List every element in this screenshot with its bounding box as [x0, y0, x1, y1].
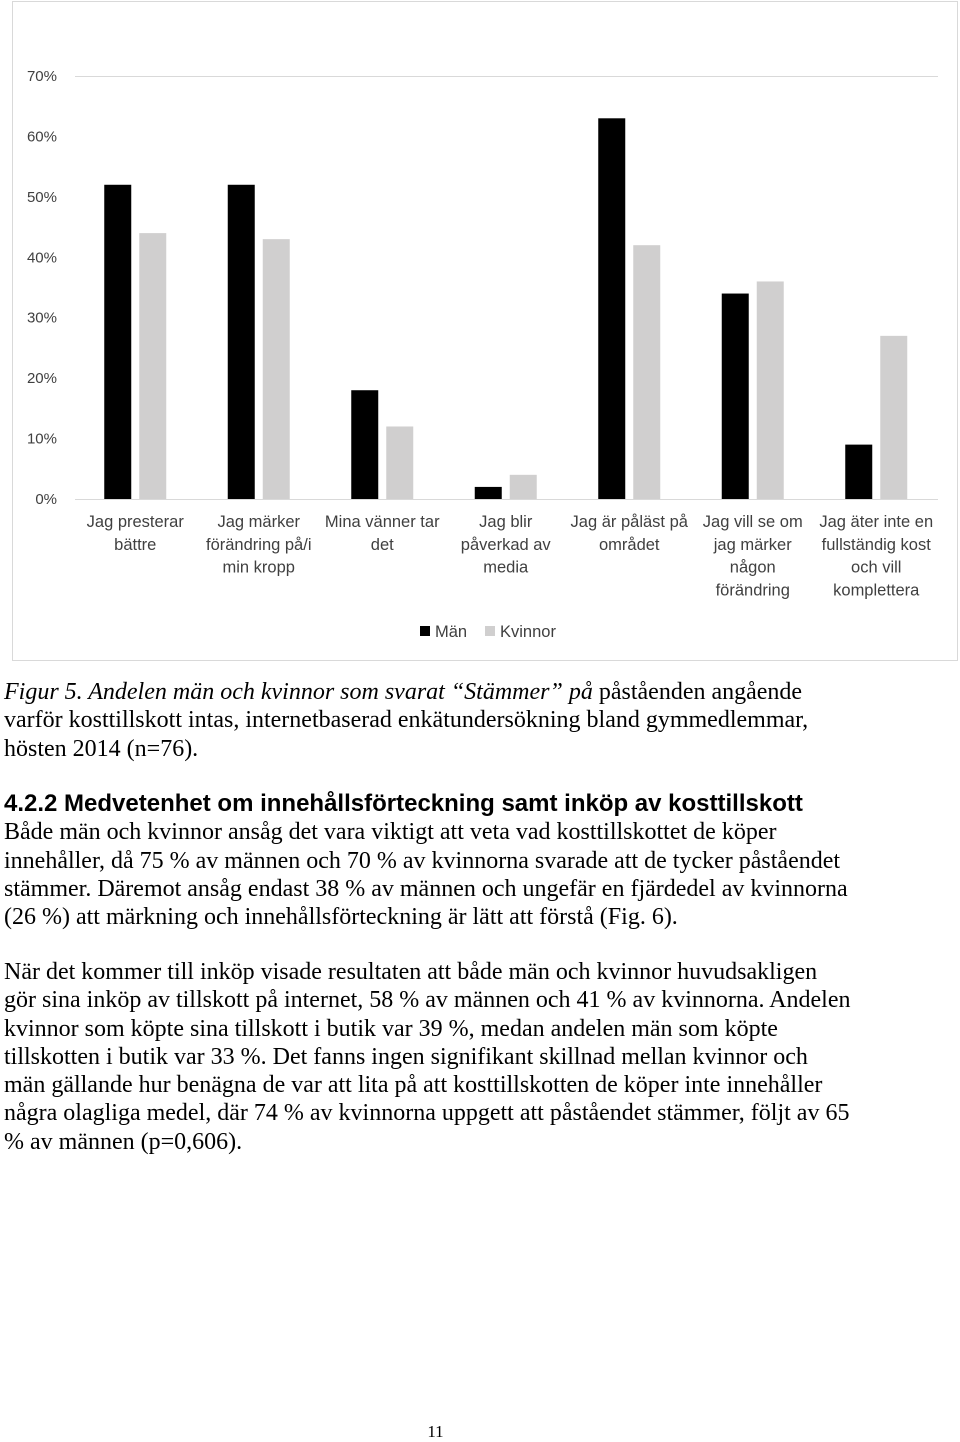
category-label-2-line-1: Jag märker	[217, 513, 301, 531]
category-label-6-line-2: jag märker	[713, 535, 792, 554]
bar-men-7	[845, 445, 872, 499]
y-axis-tick-label: 50%	[26, 188, 57, 206]
paragraph-line: tillskotten i butik var 33 %. Det fanns ingen signifikant skillnad mellan kvinnor och	[4, 1043, 808, 1070]
bar-men-3	[351, 390, 378, 499]
bar-chart	[0, 0, 960, 664]
category-label-4-line-2: påverkad av	[460, 535, 551, 554]
bar-men-4	[475, 487, 502, 499]
caption-line-3: hösten 2014 (n=76).	[4, 735, 199, 762]
category-label-2-line-3: min kropp	[222, 558, 295, 577]
bar-women-7	[880, 336, 907, 499]
category-label-7-line-3: och vill	[851, 558, 902, 577]
bar-men-5	[598, 118, 625, 499]
category-label-7-line-2: fullständig kost	[821, 535, 931, 554]
y-axis-tick-label: 70%	[26, 68, 57, 85]
caption-line-1-rest: påståenden angående	[598, 679, 803, 705]
caption-line-2: varför kosttillskott intas, internetbaserad enkätundersökning bland gymmedlemmar,	[4, 707, 809, 734]
category-label-6-line-4: förändring	[715, 581, 790, 600]
y-axis-tick-label: 60%	[26, 128, 57, 146]
page-number: 11	[427, 1422, 444, 1441]
category-label-5-line-1: Jag är påläst på	[570, 513, 688, 531]
figure-caption	[4, 678, 808, 763]
paragraph-line: kvinnor som köpte sina tillskott i butik var 39 %, medan andelen män som köpte	[4, 1015, 778, 1042]
category-label-6-line-3: någon	[729, 558, 776, 577]
bar-women-2	[263, 239, 290, 499]
bar-men-2	[228, 185, 255, 499]
y-axis-tick-label: 10%	[26, 430, 57, 448]
legend-swatch-men	[420, 626, 430, 636]
caption-line-1	[4, 678, 808, 706]
section-heading: 4.2.2 Medvetenhet om innehållsförteckning samt inköp av kosttillskott	[4, 790, 803, 817]
paragraph-line: Både män och kvinnor ansåg det vara viktigt att veta vad kosttillskottet de köper	[4, 819, 777, 846]
paragraph-line: När det kommer till inköp visade resultaten att både män och kvinnor huvudsakligen	[4, 959, 818, 985]
bar-women-1	[139, 233, 166, 499]
bar-women-6	[757, 281, 784, 499]
category-label-1-line-1: Jag presterar	[86, 513, 184, 531]
category-label-3-line-2: det	[370, 535, 394, 554]
category-label-7-line-4: komplettera	[833, 581, 920, 600]
paragraph-line: några olagliga medel, där 74 % av kvinnorna uppgett att påståendet stämmer, följt av 65	[4, 1100, 850, 1127]
y-axis-tick-label: 20%	[26, 370, 57, 388]
category-label-4-line-1: Jag blir	[479, 513, 533, 531]
paragraph-line: gör sina inköp av tillskott på internet, 58 % av männen och 41 % av kvinnorna. Andelen	[4, 987, 851, 1014]
paragraph-line: innehåller, då 75 % av männen och 70 % av kvinnorna svarade att de tycker påståendet	[4, 847, 841, 874]
paragraph-line: stämmer. Däremot ansåg endast 38 % av männen och ungefär en fjärdedel av kvinnorna	[4, 875, 848, 902]
paragraph-line: män gällande hur benägna de var att lita på att kosttillskotten de köper inte innehåller	[4, 1072, 823, 1099]
paragraph-2	[4, 958, 850, 1156]
bar-women-3	[386, 426, 413, 499]
paragraph-line: (26 %) att märkning och innehållsförteckning är lätt att förstå (Fig. 6).	[4, 904, 678, 931]
category-label-1-line-2: bättre	[114, 535, 157, 554]
paragraph-1	[4, 818, 848, 931]
category-label-7-line-1: Jag äter inte en	[819, 513, 934, 531]
paragraph-line: % av männen (p=0,606).	[4, 1128, 243, 1155]
legend-label-women: Kvinnor	[500, 623, 556, 641]
bar-men-6	[722, 294, 749, 499]
legend-swatch-women	[485, 626, 495, 636]
bar-women-4	[510, 475, 537, 499]
bar-men-1	[104, 185, 131, 499]
y-axis-tick-label: 40%	[26, 249, 57, 267]
legend-label-men: Män	[435, 623, 468, 641]
category-label-5-line-2: området	[598, 535, 660, 554]
category-label-2-line-2: förändring på/i	[206, 535, 312, 554]
category-label-3-line-1: Mina vänner tar	[324, 513, 440, 531]
category-label-6-line-1: Jag vill se om	[702, 513, 803, 531]
y-axis-tick-label: 30%	[26, 309, 57, 327]
bar-women-5	[633, 245, 660, 499]
category-label-4-line-3: media	[483, 558, 529, 577]
caption-figure-label: Figur 5. Andelen män och kvinnor som svarat “Stämmer” på	[4, 679, 593, 705]
y-axis-tick-label: 0%	[35, 491, 57, 508]
